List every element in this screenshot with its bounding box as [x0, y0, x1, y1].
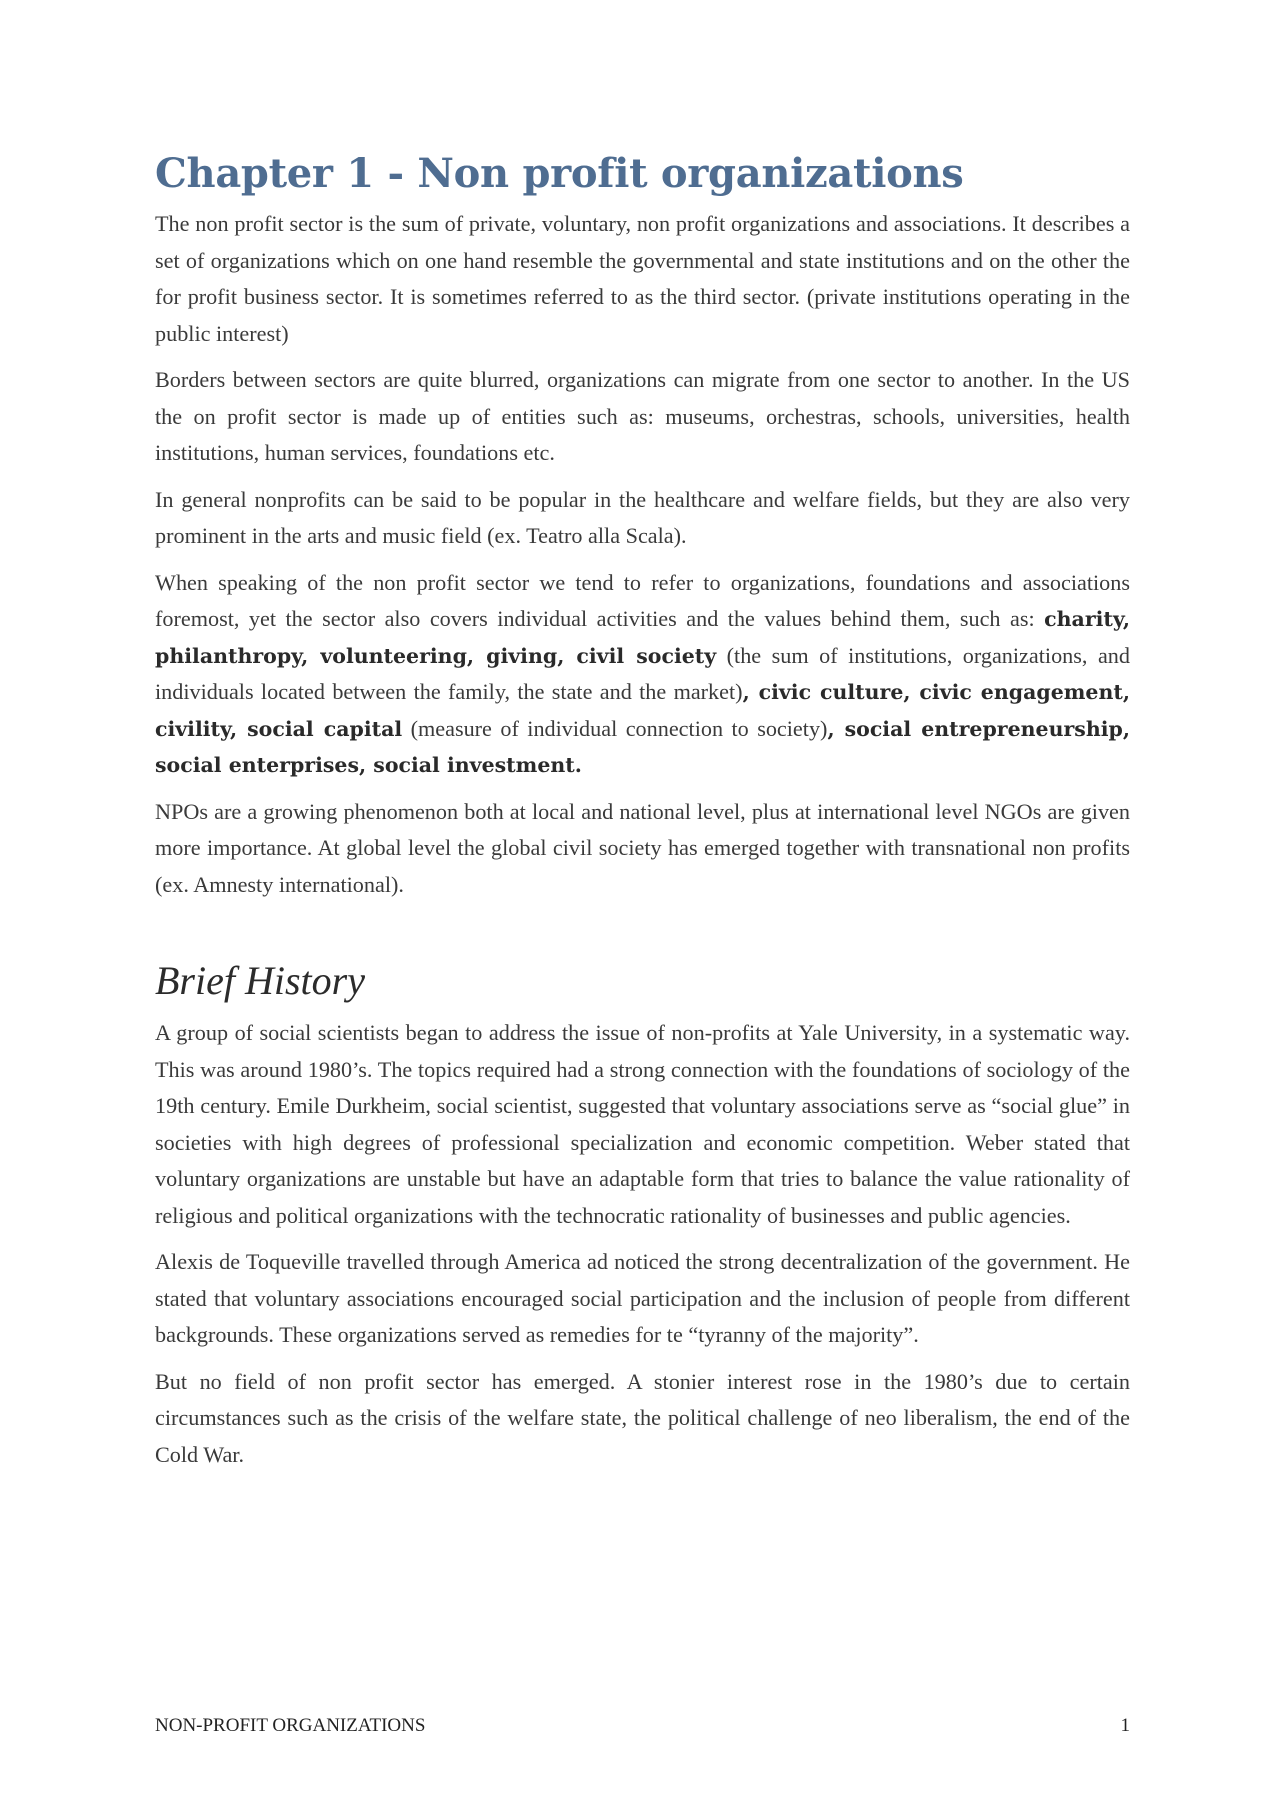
page-footer — [155, 1715, 1130, 1737]
page-body — [155, 150, 1130, 1483]
paragraph-4-text-2: (the sum of institutions, organizations, and individuals located between the family, the state and the market) — [155, 642, 1130, 704]
running-title: NON-PROFIT ORGANIZATIONS — [155, 1715, 426, 1736]
chapter-title: Chapter 1 - Non profit organizations — [155, 150, 964, 197]
paragraph-4-bold-3: , social entrepreneurship, social enterprises, social investment. — [155, 716, 1130, 777]
page-number: 1 — [1120, 1715, 1130, 1736]
paragraph-4-text-3: (measure of individual connection to society) — [402, 715, 828, 741]
history-paragraph-3: But no field of non profit sector has emerged. A stonier interest rose in the 1980’s due to certain circumstances such as the crisis of the welfare state, the political challenge of neo liberalism, the end of the Cold War. — [155, 1368, 1130, 1467]
chapter-paragraph-1: The non profit sector is the sum of private, voluntary, non profit organizations and associations. It describes a set of organizations which on one hand resemble the governmental and state institutions and on the other the for profit business sector. It is sometimes referred to as the third sector. (private institutions operating in the public interest) — [155, 211, 1130, 346]
chapter-paragraph-4 — [155, 565, 1130, 784]
history-paragraph-2: Alexis de Toqueville travelled through America ad noticed the strong decentralization of the government. He stated that voluntary associations encouraged social participation and the inclusion of people from different backgrounds. These organizations served as remedies for te “tyranny of the majority”. — [155, 1249, 1130, 1347]
chapter-paragraph-3: In general nonprofits can be said to be popular in the healthcare and welfare fields, but they are also very prominent in the arts and music field (ex. Teatro alla Scala). — [155, 486, 1130, 548]
paragraph-4-bold-2: , civic culture, civic engagement, civility, social capital — [155, 680, 1130, 741]
section-title-brief-history: Brief History — [155, 958, 365, 1003]
paragraph-4-text-1: When speaking of the non profit sector we tend to refer to organizations, foundations and associations foremost, yet the sector also covers individual activities and the values behind them, such as: — [155, 569, 1130, 631]
history-paragraph-1: A group of social scientists began to address the issue of non-profits at Yale University, in a systematic way. This was around 1980’s. The topics required had a strong connection with the foundations of sociology of the 19th century. Emile Durkheim, social scientist, suggested that voluntary associations serve as “social glue” in societies with high degrees of professional specialization and economic competition. Weber stated that voluntary organizations are unstable but have an adaptable form that tries to balance the value rationality of religious and political organizations with the technocratic rationality of businesses and public agencies. — [155, 1020, 1130, 1228]
paragraph-4-bold-1: charity, philanthropy, volunteering, giving, civil society — [155, 607, 1130, 668]
chapter-paragraph-2: Borders between sectors are quite blurred, organizations can migrate from one sector to another. In the US the on profit sector is made up of entities such as: museums, orchestras, schools, universities, health institutions, human services, foundations etc. — [155, 367, 1130, 465]
chapter-paragraph-5: NPOs are a growing phenomenon both at local and national level, plus at international level NGOs are given more importance. At global level the global civil society has emerged together with transnational non profits (ex. Amnesty international). — [155, 798, 1130, 897]
